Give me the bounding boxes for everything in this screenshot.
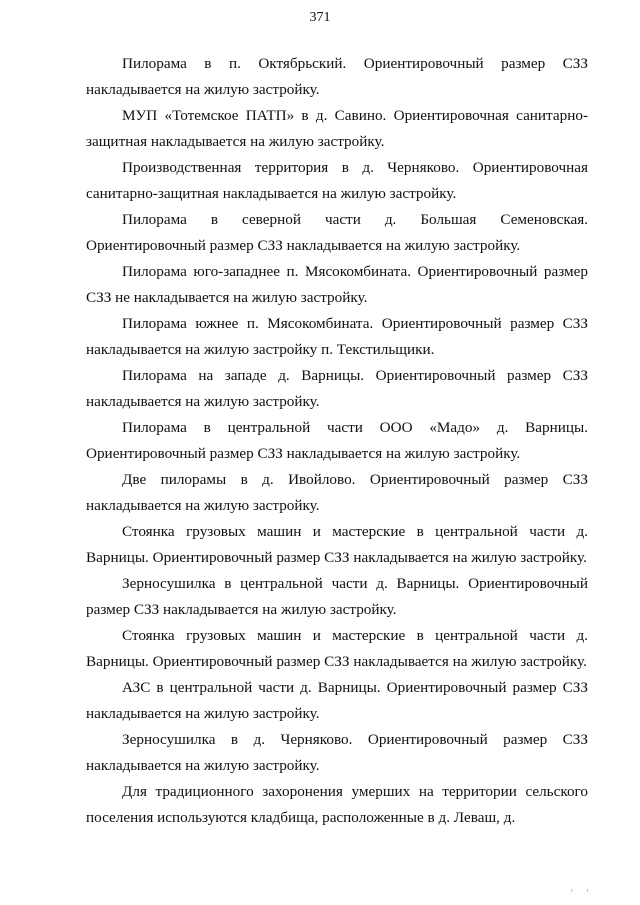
paragraph-sawmill-bolshaya-semenovskaya: Пилорама в северной части д. Большая Семеновская. Ориентировочный размер СЗЗ накладывается на жилую застройку. — [86, 211, 588, 254]
paragraph-sawmill-south-myasokombinat: Пилорама южнее п. Мясокомбината. Ориентировочный размер СЗЗ накладывается на жилую застройку п. Текстильщики. — [86, 315, 588, 358]
paragraph-gas-station-varnitsy: АЗС в центральной части д. Варницы. Ориентировочный размер СЗЗ накладывается на жилую застройку. — [86, 679, 588, 722]
page-number: 371 — [309, 10, 331, 25]
paragraph-sawmill-oktyabrsky: Пилорама в п. Октябрьский. Ориентировочный размер СЗЗ накладывается на жилую застройку. — [86, 55, 588, 98]
paragraph-truck-parking-varnitsy-1: Стоянка грузовых машин и мастерские в центральной части д. Варницы. Ориентировочный размер СЗЗ накладывается на жилую застройку. — [86, 523, 588, 566]
paragraph-grain-dryer-chernyakovo: Зерносушилка в д. Черняково. Ориентировочный размер СЗЗ накладывается на жилую застройку. — [86, 731, 588, 774]
paragraph-cemeteries: Для традиционного захоронения умерших на территории сельского поселения используются кладбища, расположенные в д. Леваш, д. — [86, 783, 588, 826]
paragraph-grain-dryer-varnitsy: Зерносушилка в центральной части д. Варницы. Ориентировочный размер СЗЗ накладывается на жилую застройку. — [86, 575, 588, 618]
paragraph-two-sawmills-ivoylovo: Две пилорамы в д. Ивойлово. Ориентировочный размер СЗЗ накладывается на жилую застройку. — [86, 471, 588, 514]
document-body — [86, 51, 588, 831]
scan-artifact-marks: ' ' — [571, 888, 595, 898]
paragraph-sawmill-west-varnitsy: Пилорама на западе д. Варницы. Ориентировочный размер СЗЗ накладывается на жилую застройку. — [86, 367, 588, 410]
paragraph-truck-parking-varnitsy-2: Стоянка грузовых машин и мастерские в центральной части д. Варницы. Ориентировочный размер СЗЗ накладывается на жилую застройку. — [86, 627, 588, 670]
paragraph-sawmill-southwest-myasokombinat: Пилорама юго-западнее п. Мясокомбината. Ориентировочный размер СЗЗ не накладывается на жилую застройку. — [86, 263, 588, 306]
paragraph-industrial-chernyakovo: Производственная территория в д. Черняково. Ориентировочная санитарно-защитная накладывается на жилую застройку. — [86, 159, 588, 202]
paragraph-mup-totemskoe-patp: МУП «Тотемское ПАТП» в д. Савино. Ориентировочная санитарно-защитная накладывается на жилую застройку. — [86, 107, 588, 150]
paragraph-sawmill-mado-varnitsy: Пилорама в центральной части ООО «Мадо» д. Варницы. Ориентировочный размер СЗЗ накладывается на жилую застройку. — [86, 419, 588, 462]
